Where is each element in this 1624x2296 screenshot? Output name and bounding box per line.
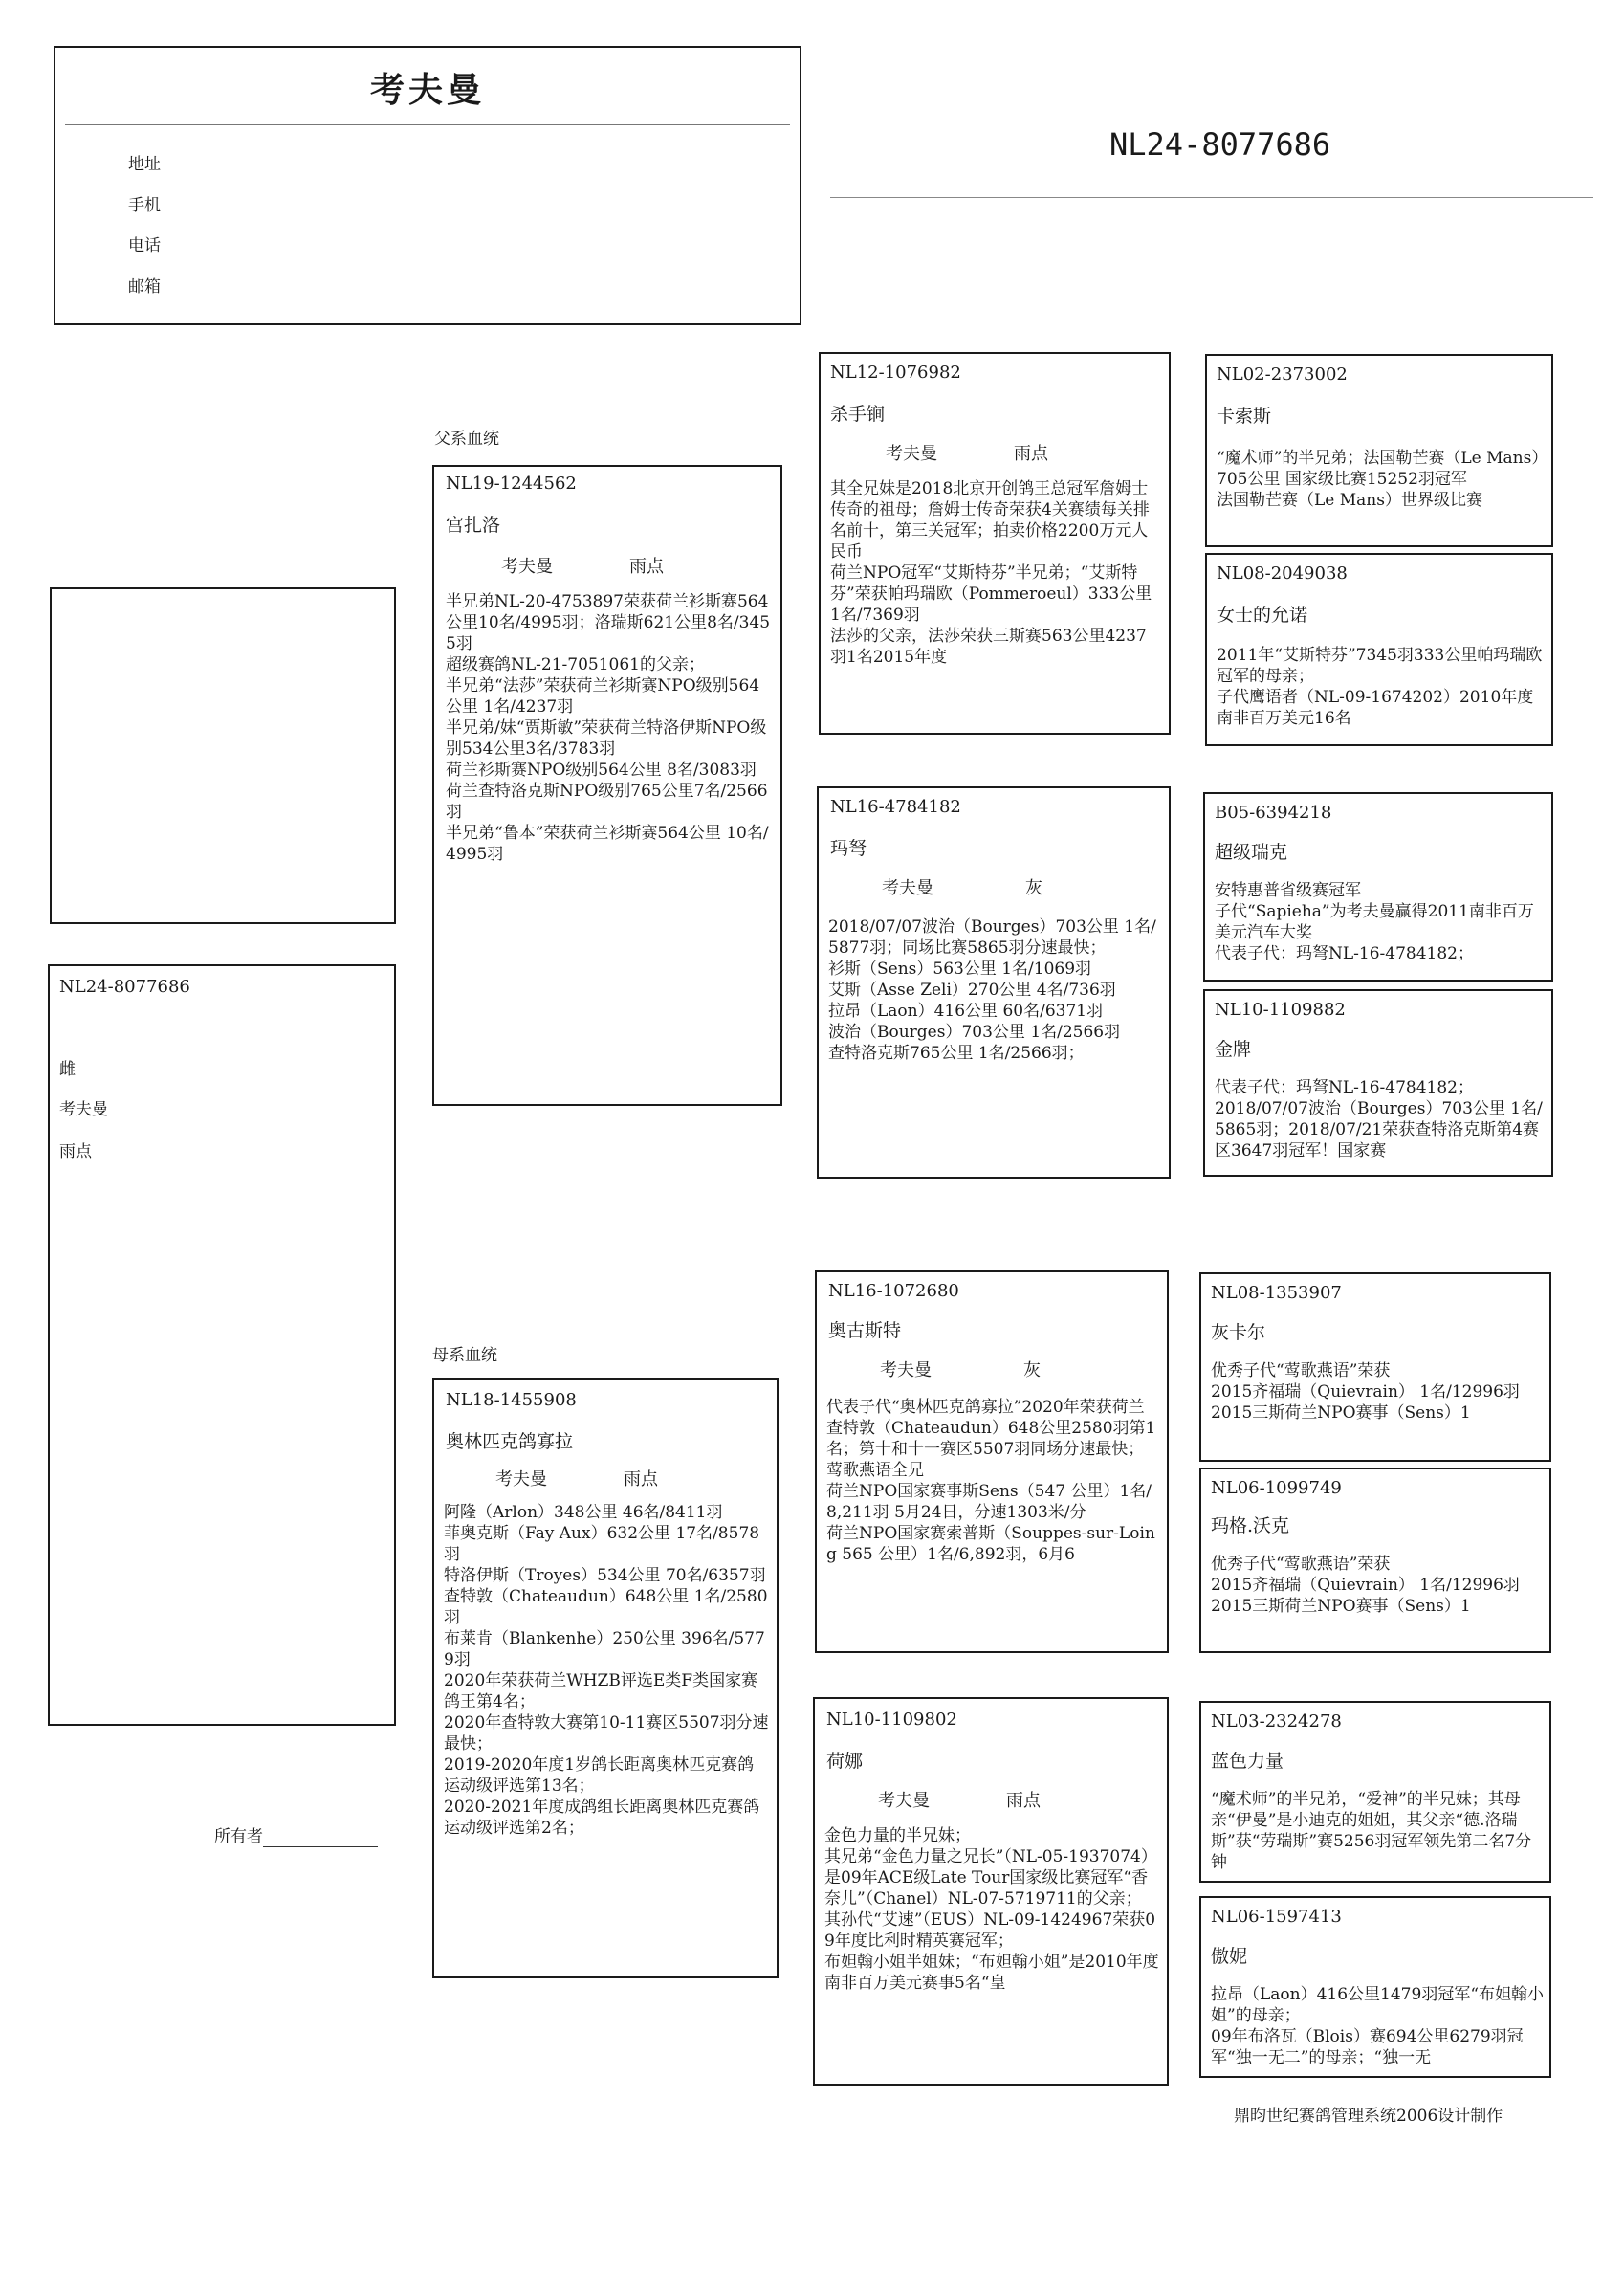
mother-line-label: 母系血统 xyxy=(432,1346,497,1365)
gg-name-5: 灰卡尔 xyxy=(1211,1322,1266,1343)
dam-dam-ring: NL10-1109802 xyxy=(826,1710,957,1730)
subject-ring: NL24-8077686 xyxy=(59,977,190,997)
dam-meta xyxy=(495,1469,658,1490)
gg-ring-2: NL08-2049038 xyxy=(1217,563,1348,584)
gg-name-8: 傲妮 xyxy=(1211,1946,1248,1967)
sire-box xyxy=(432,465,782,1106)
dam-sire-box xyxy=(815,1270,1169,1653)
sire-dam-name: 玛弩 xyxy=(830,838,867,859)
gg-box-4 xyxy=(1203,989,1553,1177)
owner-divider xyxy=(65,124,790,125)
sire-dam-breeder: 考夫曼 xyxy=(882,878,933,898)
sire-sire-breeder: 考夫曼 xyxy=(886,444,937,464)
gg-box-1 xyxy=(1205,354,1553,547)
dam-color: 雨点 xyxy=(624,1469,658,1490)
gg-ring-8: NL06-1597413 xyxy=(1211,1907,1342,1927)
sire-sire-ring: NL12-1076982 xyxy=(830,363,961,383)
sire-ring: NL19-1244562 xyxy=(446,474,577,494)
dam-name: 奥林匹克鸽寡拉 xyxy=(446,1431,574,1452)
photo-box xyxy=(50,587,396,924)
gg-text-5: 优秀子代“莺歌燕语”荣获 2015齐福瑞（Quievrain） 1名/12996羽 2015三斯荷兰NPO赛事（Sens）1 xyxy=(1211,1361,1520,1423)
dam-box xyxy=(432,1378,779,1978)
subject-sex: 雌 xyxy=(59,1060,76,1079)
gg-text-3: 安特惠普省级赛冠军 子代“Sapieha”为考夫曼赢得2011南非百万美元汽车大奖 代表子代：玛弩NL-16-4784182； xyxy=(1215,881,1534,963)
dam-text: 阿隆（Arlon）348公里 46名/8411羽 菲奥克斯（Fay Aux）632公里 17名/8578羽 特洛伊斯（Troyes）534公里 70名/6357羽 查特敦（Chateaudun）648公里 1名/2580羽 布莱肯（Blankenhe）250公里 396名/5779羽 2020年荣获荷兰WHZB评选E类F类国家赛鸽王第4名； 2020年查特敦大赛第10-11赛区5507羽分速最快； 2019-2020年度1岁鸽长距离奥林匹克赛鸽运动级评选第13名； 2020-2021年度成鸽组长距离奥林匹克赛鸽运动级评选第2名； xyxy=(444,1503,769,1838)
owner-name: 考夫曼 xyxy=(369,70,485,110)
footer-credit: 鼎昀世纪赛鸽管理系统2006设计制作 xyxy=(1234,2107,1503,2126)
gg-text-2: 2011年“艾斯特芬”7345羽333公里帕玛瑞欧冠军的母亲； 子代鹰语者（NL-09-1674202）2010年度南非百万美元16名 xyxy=(1217,646,1543,728)
subject-breeder: 考夫曼 xyxy=(59,1100,108,1119)
dam-sire-meta xyxy=(880,1360,1041,1381)
gg-ring-4: NL10-1109882 xyxy=(1215,1000,1346,1020)
dam-dam-color: 雨点 xyxy=(1006,1791,1041,1811)
sire-meta xyxy=(501,557,664,578)
dam-sire-color: 灰 xyxy=(1023,1360,1041,1380)
owner-field-email: 邮箱 xyxy=(128,277,161,297)
subject-color: 雨点 xyxy=(59,1142,92,1161)
sire-sire-color: 雨点 xyxy=(1014,444,1048,464)
gg-name-4: 金牌 xyxy=(1215,1039,1252,1060)
owner-field-address: 地址 xyxy=(128,155,161,174)
sire-sire-box xyxy=(819,352,1171,735)
sire-sire-name: 杀手锏 xyxy=(830,404,886,425)
sire-dam-color: 灰 xyxy=(1025,878,1042,898)
dam-sire-ring: NL16-1072680 xyxy=(828,1281,959,1301)
owner-field-mobile: 手机 xyxy=(128,196,161,215)
sire-color: 雨点 xyxy=(629,557,664,577)
subject-box xyxy=(48,964,396,1726)
sire-breeder: 考夫曼 xyxy=(501,557,553,577)
sire-dam-ring: NL16-4784182 xyxy=(830,797,961,817)
gg-box-5 xyxy=(1199,1272,1551,1462)
sire-dam-text: 2018/07/07波治（Bourges）703公里 1名/5877羽；同场比赛5865羽分速最快； 衫斯（Sens）563公里 1名/1069羽 艾斯（Asse Zeli）270公里 4名/736羽 拉昂（Laon）416公里 60名/6371羽 波治（Bourges）703公里 1名/2566羽 查特洛克斯765公里 1名/2566羽； xyxy=(828,917,1156,1063)
gg-text-1: “魔术师”的半兄弟；法国勒芒赛（Le Mans）705公里 国家级比赛15252羽冠军 法国勒芒赛（Le Mans）世界级比赛 xyxy=(1217,449,1540,510)
gg-ring-6: NL06-1099749 xyxy=(1211,1478,1342,1498)
dam-sire-breeder: 考夫曼 xyxy=(880,1360,932,1380)
gg-box-8 xyxy=(1199,1896,1551,2078)
sire-name: 宫扎洛 xyxy=(446,515,501,536)
gg-text-8: 拉昂（Laon）416公里1479羽冠军“布妲翰小姐”的母亲； 09年布洛瓦（Blois）赛694公里6279羽冠军“独一无二”的母亲；“独一无 xyxy=(1211,1985,1545,2067)
dam-sire-text: 代表子代“奥林匹克鸽寡拉”2020年荣获荷兰查特敦（Chateaudun）648公里2580羽第1名；第十和十一赛区5507羽同场分速最快； 莺歌燕语全兄 荷兰NPO国家赛事斯Sens（547 公里）1名/ 8,211羽 5月24日，分速1303米/分 荷兰NPO国家赛索普斯（Souppes-sur-Loing 565 公里）1名/6,892羽，6月6 xyxy=(826,1398,1156,1564)
sire-dam-box xyxy=(817,786,1171,1179)
gg-name-1: 卡索斯 xyxy=(1217,406,1272,427)
dam-ring: NL18-1455908 xyxy=(446,1390,577,1410)
gg-name-7: 蓝色力量 xyxy=(1211,1751,1284,1772)
gg-text-4: 代表子代：玛弩NL-16-4784182； 2018/07/07波治（Bourges）703公里 1名/5865羽；2018/07/21荣获查特洛克斯第4赛区3647羽冠军！国家赛 xyxy=(1215,1078,1543,1160)
owner-box xyxy=(54,46,801,325)
dam-sire-name: 奥古斯特 xyxy=(828,1320,902,1341)
gg-ring-5: NL08-1353907 xyxy=(1211,1283,1342,1303)
sire-dam-meta xyxy=(882,878,1042,899)
owner-signature-label xyxy=(214,1827,378,1847)
header-ring-number: NL24-8077686 xyxy=(1109,126,1331,163)
owner-label: 所有者 xyxy=(214,1827,263,1846)
gg-text-6: 优秀子代“莺歌燕语”荣获 2015齐福瑞（Quievrain） 1名/12996羽 2015三斯荷兰NPO赛事（Sens）1 xyxy=(1211,1555,1520,1616)
dam-dam-box xyxy=(813,1697,1169,2086)
gg-ring-7: NL03-2324278 xyxy=(1211,1711,1342,1732)
gg-box-2 xyxy=(1205,553,1553,746)
gg-name-2: 女士的允诺 xyxy=(1217,605,1308,626)
gg-box-3 xyxy=(1203,792,1553,982)
dam-breeder: 考夫曼 xyxy=(495,1469,547,1490)
owner-field-phone: 电话 xyxy=(128,236,161,255)
dam-dam-text: 金色力量的半兄妹； 其兄弟“金色力量之兄长”（NL-05-1937074）是09年ACE级Late Tour国家级比赛冠军“香奈儿”（Chanel）NL-07-5719711的父亲； 其孙代“艾速”（EUS）NL-09-1424967荣获09年度比利时精英赛冠军； 布妲翰小姐半姐妹；“布妲翰小姐”是2010年度南非百万美元赛事5名“皇 xyxy=(824,1826,1159,1993)
dam-dam-breeder: 考夫曼 xyxy=(878,1791,930,1811)
father-line-label: 父系血统 xyxy=(434,430,499,449)
dam-dam-meta xyxy=(878,1791,1041,1812)
gg-text-7: “魔术师”的半兄弟，“爱神”的半兄妹；其母亲“伊曼”是小迪克的姐姐，其父亲“德.洛瑞斯”获“劳瑞斯”赛5256羽冠军领先第二名7分钟 xyxy=(1211,1790,1532,1872)
dam-dam-name: 荷娜 xyxy=(826,1751,864,1772)
sire-sire-meta xyxy=(886,444,1048,465)
gg-name-3: 超级瑞克 xyxy=(1215,842,1288,863)
header-rule xyxy=(830,197,1593,198)
sire-text: 半兄弟NL-20-4753897荣获荷兰衫斯赛564公里10名/4995羽；洛瑞斯621公里8名/3455羽 超级赛鸽NL-21-7051061的父亲； 半兄弟“法莎”荣获荷兰衫斯赛NPO级别564公里 1名/4237羽 半兄弟/妹“贾斯敏”荣获荷兰特洛伊斯NPO级别534公里3名/3783羽 荷兰衫斯赛NPO级别564公里 8名/3083羽 荷兰查特洛克斯NPO级别765公里7名/2566羽 半兄弟“鲁本”荣获荷兰衫斯赛564公里 10名/4995羽 xyxy=(446,592,771,864)
gg-box-7 xyxy=(1199,1701,1551,1883)
gg-name-6: 玛格.沃克 xyxy=(1211,1515,1290,1536)
gg-box-6 xyxy=(1199,1468,1551,1653)
signature-line xyxy=(263,1829,378,1847)
sire-sire-text: 其全兄妹是2018北京开创鸽王总冠军詹姆士传奇的祖母；詹姆士传奇荣获4关赛绩每关排名前十，第三关冠军；拍卖价格2200万元人民币 荷兰NPO冠军“艾斯特芬”半兄弟；“艾斯特芬”荣获帕玛瑞欧（Pommeroeul）333公里 1名/7369羽 法莎的父亲，法莎荣获三斯赛563公里4237羽1名2015年度 xyxy=(830,479,1152,667)
gg-ring-1: NL02-2373002 xyxy=(1217,364,1348,385)
gg-ring-3: B05-6394218 xyxy=(1215,803,1332,823)
